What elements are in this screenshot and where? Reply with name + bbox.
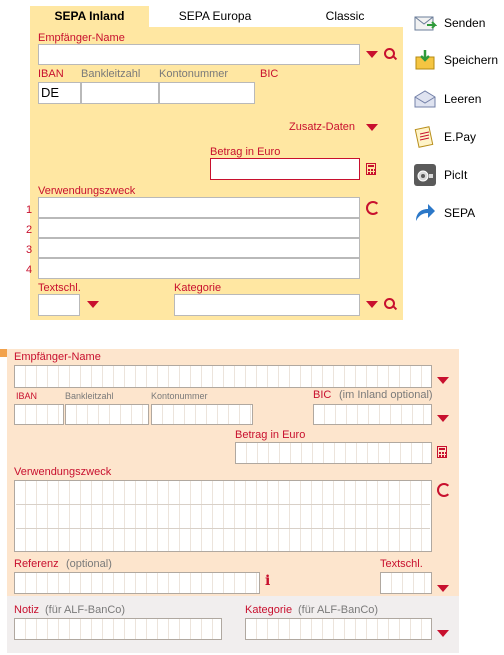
refresh-icon-2[interactable] (437, 483, 451, 497)
referenz-info-icon[interactable]: i (265, 573, 271, 589)
clear-button-label: Leeren (444, 92, 482, 106)
kto-input[interactable] (159, 82, 255, 104)
empfaenger-input-2[interactable] (14, 365, 432, 388)
kto-label: Kontonummer (159, 68, 229, 80)
save-button[interactable] (413, 47, 498, 73)
textschl-label-2: Textschl. (380, 558, 423, 570)
tab-sepa-europa[interactable]: SEPA Europa (178, 9, 252, 23)
bic-dropdown-icon[interactable] (437, 415, 449, 422)
kategorie-input[interactable] (174, 294, 360, 316)
notiz-label: Notiz (14, 604, 40, 616)
verwendungszweck-line-1[interactable] (38, 197, 360, 218)
referenz-label: Referenz (14, 558, 59, 570)
textschl-dropdown-icon-2[interactable] (437, 585, 449, 592)
save-button-label: Speichern (444, 53, 499, 67)
bic-input-2[interactable] (313, 404, 432, 425)
tab-sepa-inland[interactable]: SEPA Inland (30, 6, 149, 27)
verwendungszweck-line-2[interactable] (38, 218, 360, 238)
verwendung-line-sep-2 (16, 528, 430, 529)
kto-label-2: Kontonummer (151, 391, 208, 401)
sepa-button[interactable] (413, 200, 475, 226)
textschl-dropdown-icon[interactable] (87, 301, 99, 308)
send-mail-icon (413, 11, 437, 35)
betrag-label: Betrag in Euro (210, 146, 281, 158)
calculator-icon-2[interactable] (437, 446, 447, 458)
iban-input-2[interactable] (14, 404, 64, 425)
picit-button-label: PicIt (444, 168, 468, 182)
iban-input[interactable]: DE (38, 82, 81, 104)
empfaenger-dropdown-icon-2[interactable] (437, 377, 449, 384)
empfaenger-label-2: Empfänger-Name (14, 351, 101, 363)
epay-button-label: E.Pay (444, 130, 477, 144)
kategorie-label: Kategorie (174, 282, 222, 294)
kategorie-hint: (für ALF-BanCo) (298, 604, 379, 616)
textschl-input-2[interactable] (380, 572, 432, 594)
row-number: 3 (26, 244, 33, 256)
blz-label: Bankleitzahl (81, 68, 141, 80)
row-number: 2 (26, 224, 33, 236)
send-button-label: Senden (444, 16, 486, 30)
kategorie-search-icon[interactable] (384, 298, 395, 309)
tab-classic[interactable]: Classic (325, 9, 365, 23)
verwendungszweck-line-3[interactable] (38, 238, 360, 258)
betrag-label-2: Betrag in Euro (235, 429, 306, 441)
epay-button[interactable] (413, 124, 476, 150)
textschl-label: Textschl. (38, 282, 81, 294)
bic-label-2: BIC (313, 389, 332, 401)
calculator-icon[interactable] (366, 163, 376, 175)
picit-button[interactable] (413, 162, 467, 188)
notiz-hint: (für ALF-BanCo) (45, 604, 126, 616)
iban-label: IBAN (38, 68, 64, 80)
verwendungszweck-line-4[interactable] (38, 258, 360, 279)
verwendungszweck-label: Verwendungszweck (38, 185, 136, 197)
kategorie-label-2: Kategorie (245, 604, 293, 616)
save-folder-icon (413, 48, 437, 72)
empfaenger-dropdown-icon[interactable] (366, 51, 378, 58)
empfaenger-label: Empfänger-Name (38, 32, 125, 44)
iban-label-2: IBAN (16, 391, 38, 401)
panel-marker (0, 349, 7, 357)
row-number: 1 (26, 204, 33, 216)
bic-hint: (im Inland optional) (339, 389, 433, 401)
empfaenger-input[interactable] (38, 44, 360, 65)
camera-icon (413, 163, 437, 187)
referenz-input[interactable] (14, 572, 260, 594)
kto-input-2[interactable] (151, 404, 253, 425)
verwendungszweck-input-2[interactable] (14, 480, 432, 552)
bic-label: BIC (260, 68, 279, 80)
send-button[interactable] (413, 10, 485, 36)
refresh-icon[interactable] (366, 201, 380, 215)
zusatz-daten-dropdown-icon[interactable] (366, 124, 378, 131)
referenz-hint: (optional) (66, 558, 112, 570)
blz-input[interactable] (81, 82, 159, 104)
sepa-button-label: SEPA (444, 206, 476, 220)
zusatz-daten-link[interactable]: Zusatz-Daten (289, 121, 356, 133)
betrag-input[interactable] (210, 158, 360, 180)
verwendung-line-sep-1 (16, 504, 430, 505)
betrag-input-2[interactable] (235, 442, 432, 464)
empty-envelope-icon (413, 87, 437, 111)
clear-button[interactable] (413, 86, 481, 112)
row-number: 4 (26, 264, 33, 276)
kategorie-dropdown-icon[interactable] (366, 301, 378, 308)
blz-input-2[interactable] (65, 404, 149, 425)
blz-label-2: Bankleitzahl (65, 391, 114, 401)
notiz-input[interactable] (14, 618, 222, 640)
textschl-input[interactable] (38, 294, 80, 316)
verwendungszweck-label-2: Verwendungszweck (14, 466, 112, 478)
empfaenger-search-icon[interactable] (384, 48, 395, 59)
forward-arrow-icon (413, 201, 437, 225)
epay-icon (413, 125, 437, 149)
kategorie-dropdown-icon-2[interactable] (437, 630, 449, 637)
kategorie-input-2[interactable] (245, 618, 432, 640)
